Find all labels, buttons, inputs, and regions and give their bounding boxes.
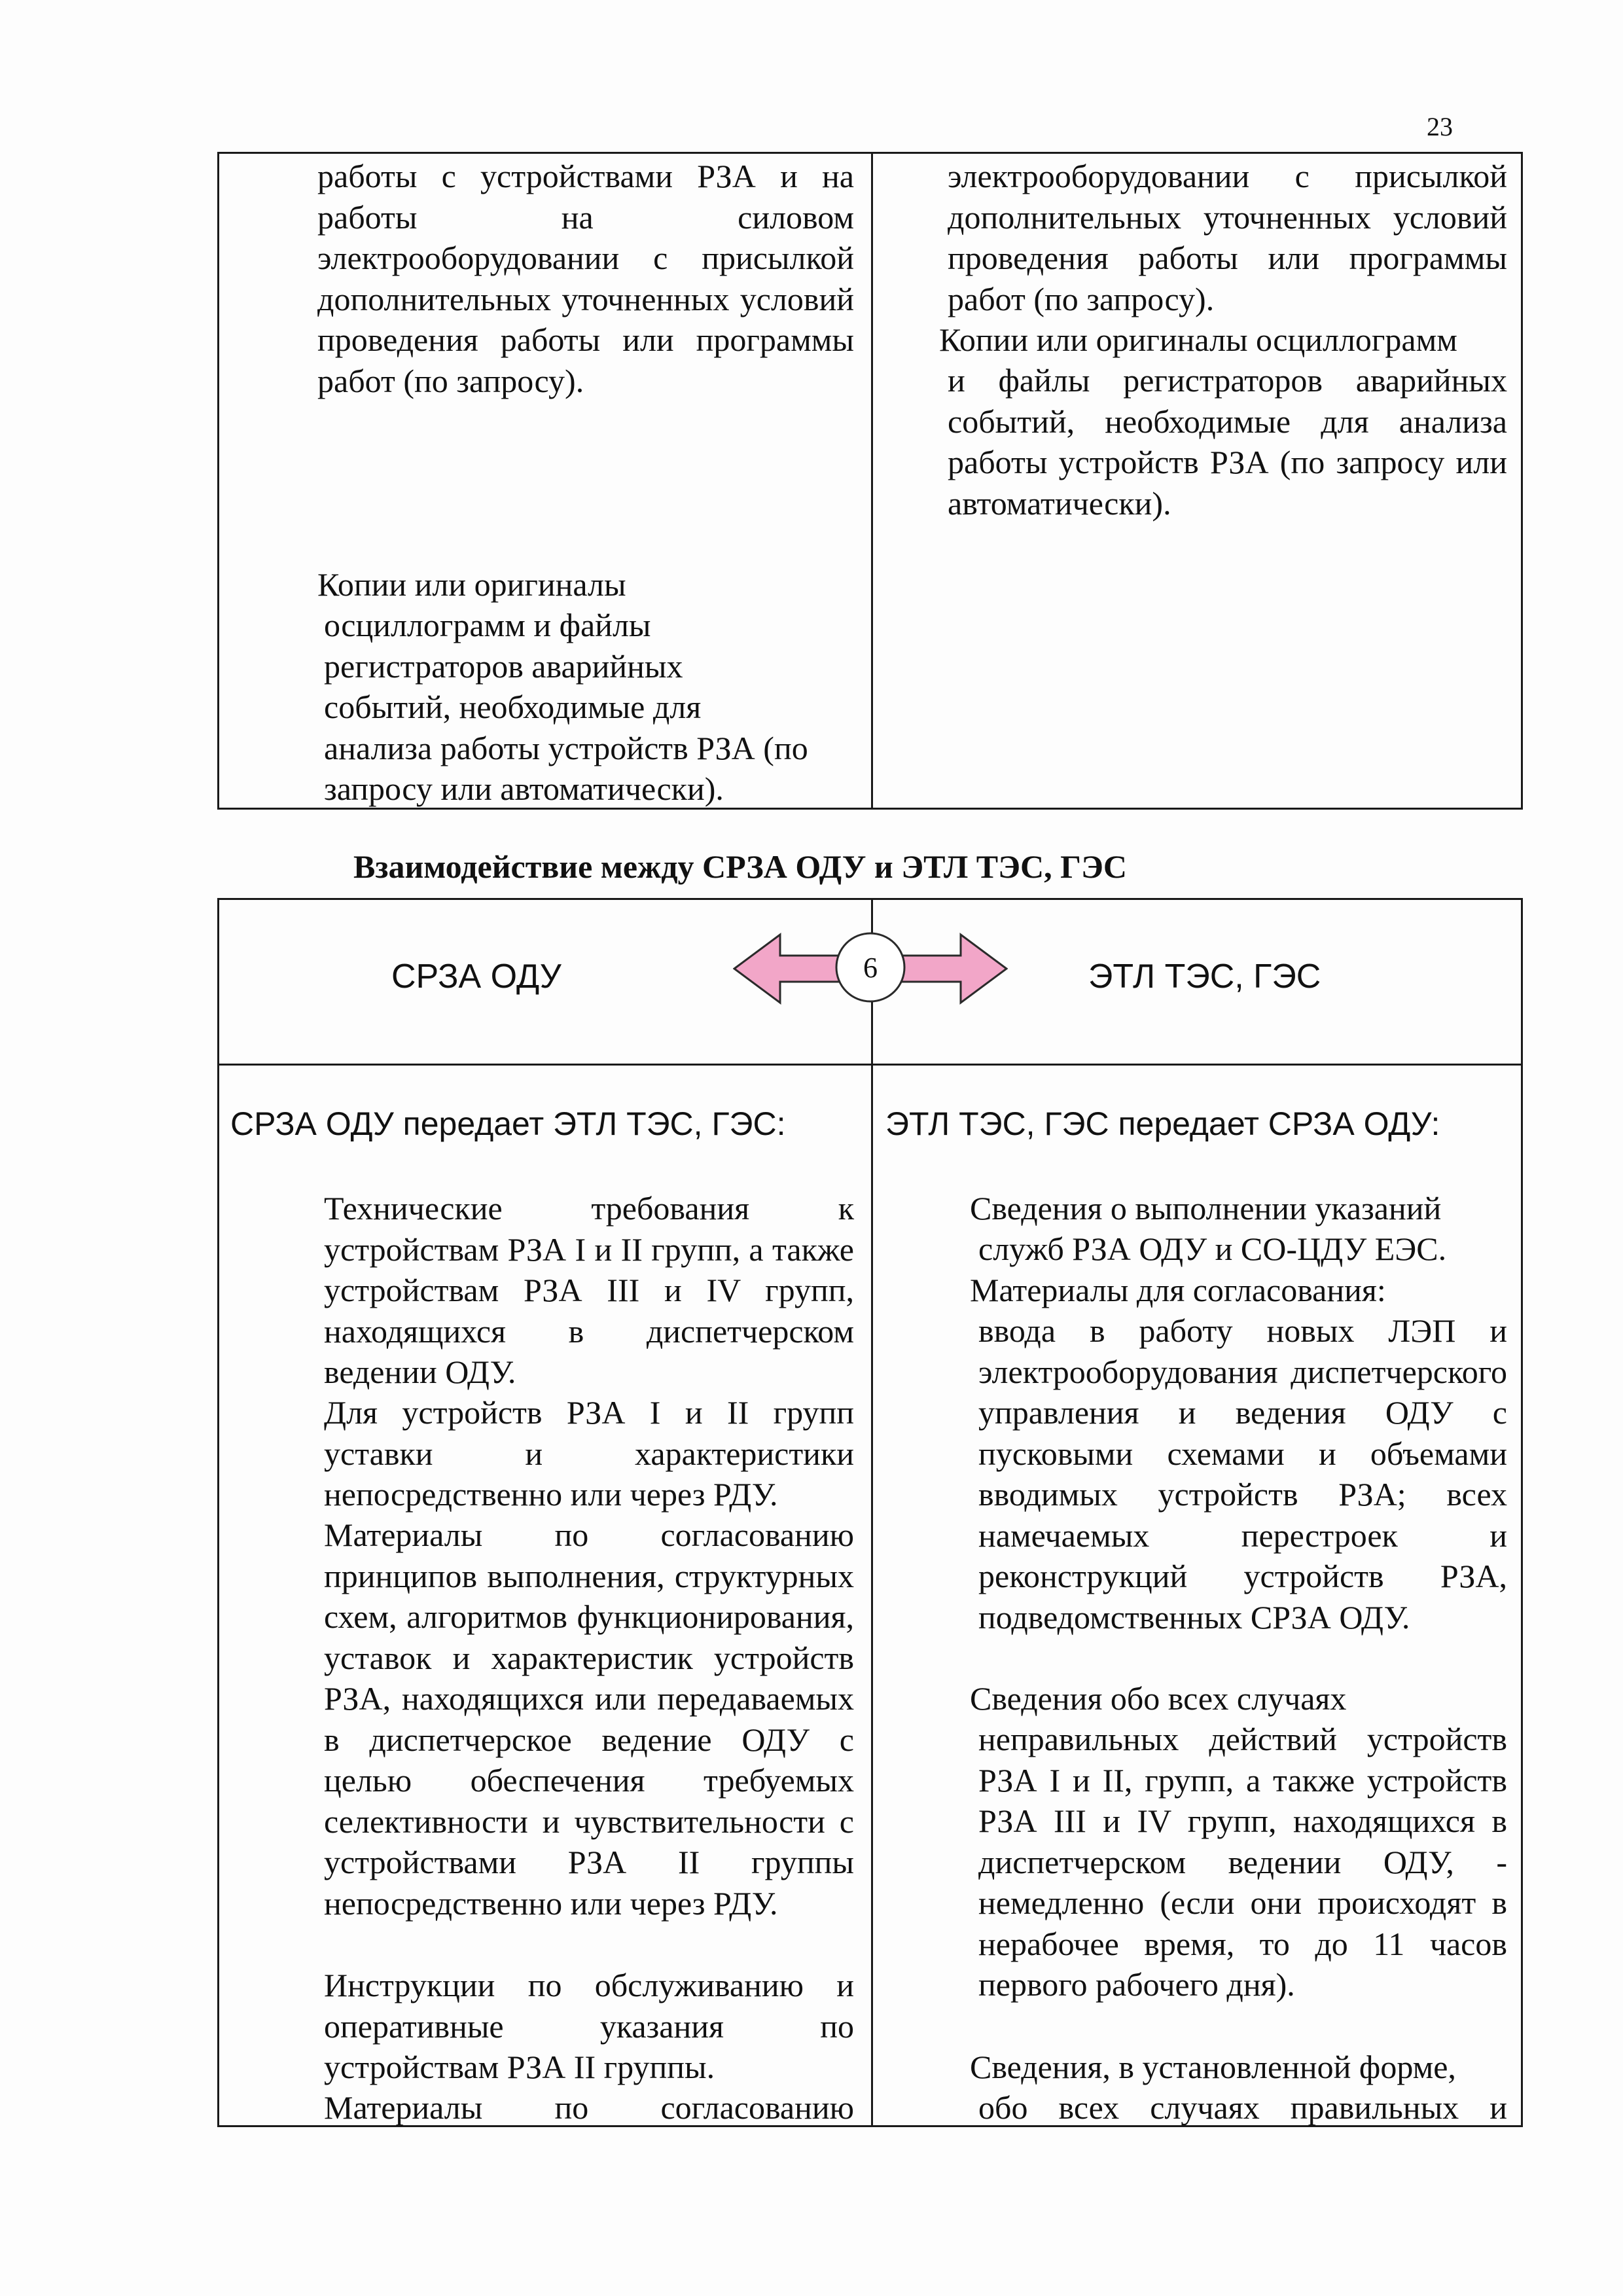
table1-left-paragraph-2-line-3: регистраторов аварийных (324, 648, 683, 685)
right-item-4-rest: обо всех случаях правильных и (978, 2089, 1507, 2126)
left-item-instructions: Инструкции по обслуживанию и оперативные указания по устройствам РЗА II группы. (324, 1967, 854, 2085)
left-item-coordination-continued: Материалы по согласованию (324, 2089, 854, 2126)
column-divider (871, 154, 873, 808)
column-divider (871, 900, 873, 2125)
table1-left-paragraph-1: работы с устройствами РЗА и на работы на силовом электрооборудовании с присылкой дополнительных уточненных условий проведения работы или программы работ (по запросу). (317, 158, 854, 399)
left-item-coordination-materials: Материалы по согласованию принципов выполнения, структурных схем, алгоритмов функционирования, уставок и характеристик устройств РЗА, находящихся или передаваемых в диспетчерское ведение ОДУ с целью обеспечения требуемых селективности и чувствительности с устройствами РЗА II группы непосредственно или через РДУ. (324, 1516, 854, 1922)
left-item-technical-requirements: Технические требования к устройствам РЗА I и II групп, а также устройствам РЗА III и IV групп, находящихся в диспетчерском ведении ОДУ. (324, 1190, 854, 1390)
table1-left-paragraph-2-line-1: Копии или оригиналы (317, 566, 626, 603)
right-item-4-first-line: Сведения, в установленной форме, (970, 2049, 1456, 2085)
right-item-2-rest: ввода в работу новых ЛЭП и электрооборудования диспетчерского управления и ведения ОДУ с пусковыми схемами и объемами вводимых устройств РЗА; всех намечаемых перестроек и реконструкций устройств РЗА, подведомственных СРЗА ОДУ. (978, 1312, 1507, 1636)
section-title: Взаимодействие между СРЗА ОДУ и ЭТЛ ТЭС, ГЭС (353, 848, 1127, 885)
header-row-separator (219, 1064, 1521, 1066)
arrow-number: 6 (863, 952, 878, 984)
right-item-1-rest: служб РЗА ОДУ и СО-ЦДУ ЕЭС. (978, 1230, 1447, 1267)
table1-left-paragraph-2-line-4: событий, необходимые для (324, 689, 702, 725)
table1-right-paragraph-2-first-line: Копии или оригиналы осциллограмм (939, 321, 1457, 358)
header-right-etl-tes-ges: ЭТЛ ТЭС, ГЭС (1088, 958, 1321, 996)
table1-left-paragraph-2-line-6: запросу или автоматически). (324, 770, 724, 807)
right-subheading: ЭТЛ ТЭС, ГЭС передает СРЗА ОДУ: (885, 1105, 1440, 1142)
left-item-settings: Для устройств РЗА I и II групп уставки и характеристики непосредственно или через РДУ. (324, 1394, 854, 1513)
double-arrow-icon (733, 929, 1008, 1008)
left-subheading: СРЗА ОДУ передает ЭТЛ ТЭС, ГЭС: (230, 1105, 786, 1142)
right-item-3-rest: неправильных действий устройств РЗА I и II, групп, а также устройств РЗА III и IV групп, находящихся в диспетчерском ведении ОДУ, - немедленно (если они происходят в нерабочее время, то до 11 часов первого рабочего дня). (978, 1721, 1507, 2003)
right-item-2-first-line: Материалы для согласования: (970, 1272, 1386, 1308)
table1-right-paragraph-2-rest: и файлы регистраторов аварийных событий, необходимые для анализа работы устройств РЗА (по запросу или автоматически). (948, 362, 1507, 522)
table1-left-paragraph-2-line-5: анализа работы устройств РЗА (по (324, 730, 808, 766)
page-number: 23 (1427, 112, 1453, 141)
table1-left-paragraph-2-line-2: осциллограмм и файлы (324, 607, 651, 643)
header-left-srza-odu: СРЗА ОДУ (391, 958, 562, 996)
table1-right-paragraph-1: электрооборудовании с присылкой дополнительных уточненных условий проведения работы или программы работ (по запросу). (948, 158, 1507, 317)
right-item-1-first-line: Сведения о выполнении указаний (970, 1190, 1442, 1227)
right-item-3-first-line: Сведения обо всех случаях (970, 1680, 1347, 1717)
